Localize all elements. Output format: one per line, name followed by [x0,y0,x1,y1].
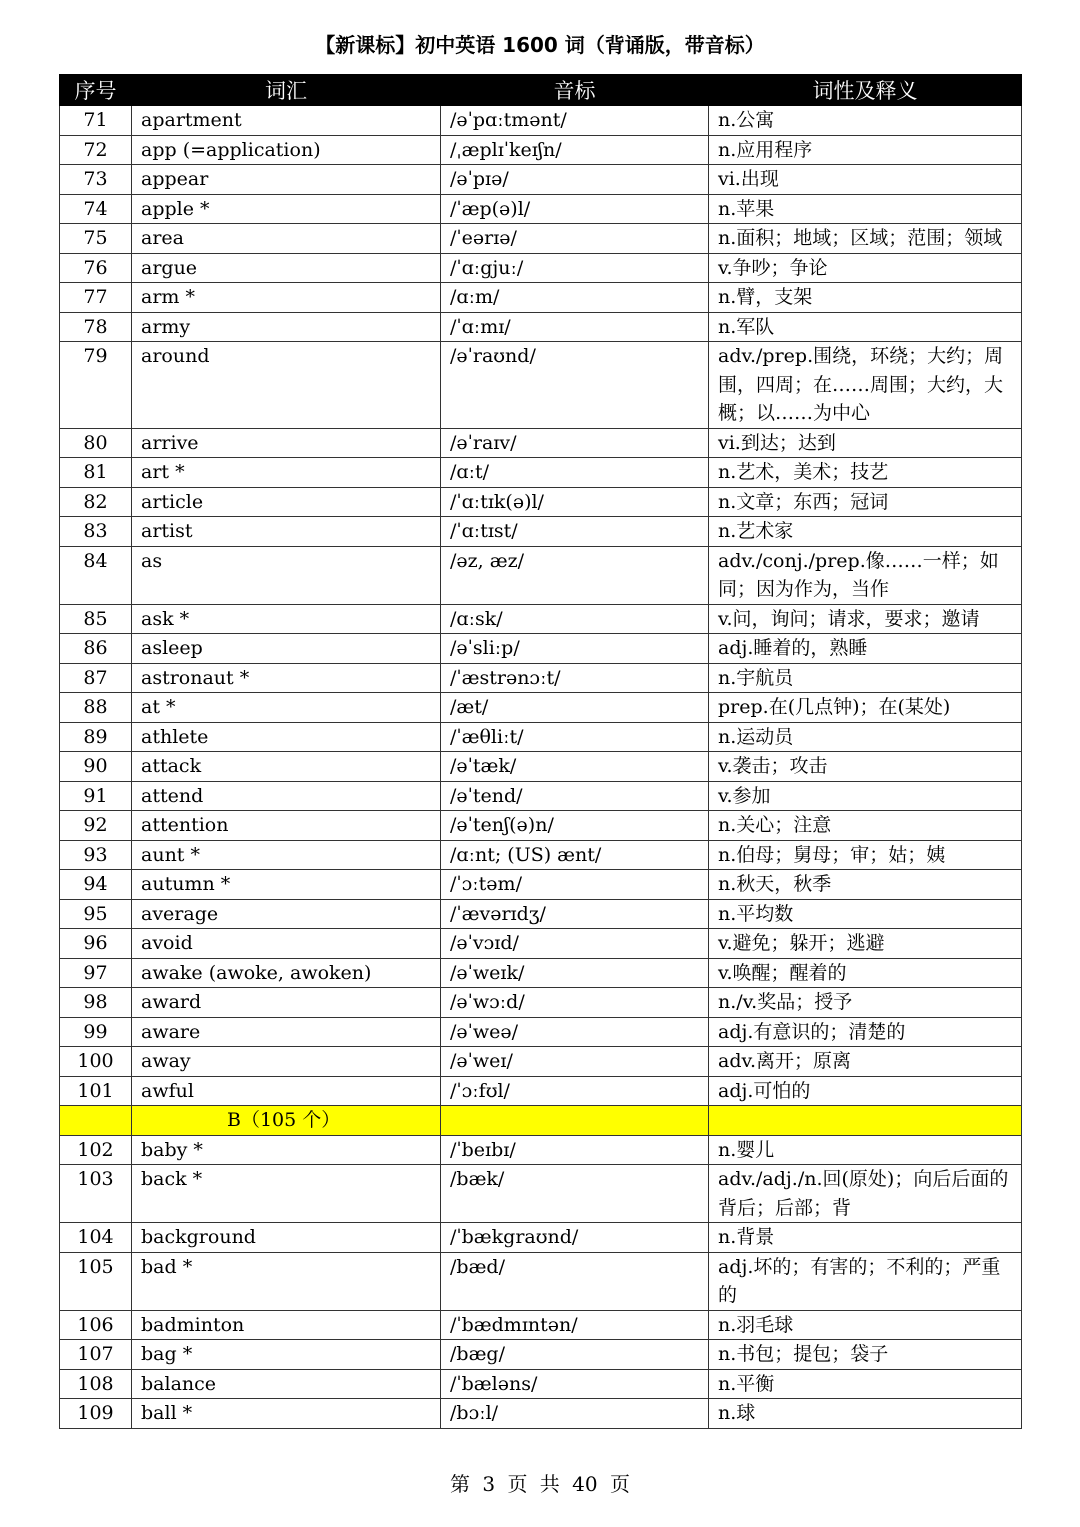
row-meaning: n.文章；东西；冠词 [709,487,1022,517]
row-word: appear [132,165,441,195]
row-phonetic: /ˌæplɪˈkeɪʃn/ [441,135,709,165]
row-meaning: n.公寓 [709,106,1022,136]
row-phonetic: /ˈɑːtɪst/ [441,517,709,547]
header-phonetic: 音标 [441,75,709,106]
row-number: 78 [60,312,132,342]
row-word: apple * [132,194,441,224]
row-phonetic: /ˈɔːfʊl/ [441,1076,709,1106]
row-number: 108 [60,1369,132,1399]
row-word: app (=application) [132,135,441,165]
row-meaning: n.背景 [709,1223,1022,1253]
row-number: 92 [60,811,132,841]
row-phonetic: /ˈɑːtɪk(ə)l/ [441,487,709,517]
row-word: avoid [132,929,441,959]
table-row [60,106,1022,136]
table-row [60,929,1022,959]
table-row [60,342,1022,429]
table-row [60,752,1022,782]
row-number: 80 [60,428,132,458]
table-row [60,428,1022,458]
row-word: art * [132,458,441,488]
row-word: attend [132,781,441,811]
table-row [60,1135,1022,1165]
row-word: badminton [132,1310,441,1340]
row-word: artist [132,517,441,547]
row-word: aware [132,1017,441,1047]
table-row [60,958,1022,988]
row-phonetic: /ˈæθliːt/ [441,722,709,752]
vocabulary-table [59,74,1022,1429]
section-cell-empty [709,1106,1022,1136]
row-meaning: adj.可怕的 [709,1076,1022,1106]
row-number: 101 [60,1076,132,1106]
table-header [60,75,1022,106]
row-word: bad * [132,1252,441,1310]
row-word: as [132,546,441,604]
row-phonetic: /æt/ [441,693,709,723]
row-meaning: n.应用程序 [709,135,1022,165]
table-row [60,1165,1022,1223]
row-word: athlete [132,722,441,752]
row-number: 106 [60,1310,132,1340]
table-row [60,693,1022,723]
table-row [60,1399,1022,1429]
table-row [60,546,1022,604]
table-row [60,253,1022,283]
table-row [60,135,1022,165]
page-footer: 第 3 页 共 40 页 [450,1472,630,1496]
row-phonetic: /əz, æz/ [441,546,709,604]
row-phonetic: /əˈpɑːtmənt/ [441,106,709,136]
row-word: aunt * [132,840,441,870]
row-meaning: n.书包；提包；袋子 [709,1340,1022,1370]
row-number: 100 [60,1047,132,1077]
row-word: away [132,1047,441,1077]
row-meaning: n.宇航员 [709,663,1022,693]
row-phonetic: /ɑːsk/ [441,604,709,634]
row-number: 90 [60,752,132,782]
row-number: 77 [60,283,132,313]
row-meaning: n.苹果 [709,194,1022,224]
row-word: background [132,1223,441,1253]
table-row [60,517,1022,547]
row-meaning: vi.出现 [709,165,1022,195]
row-meaning: n.臂，支架 [709,283,1022,313]
header-row [60,75,1022,106]
row-word: award [132,988,441,1018]
row-meaning: n.面积；地域；区域；范围；领域 [709,224,1022,254]
row-number: 107 [60,1340,132,1370]
row-meaning: n.平均数 [709,899,1022,929]
row-phonetic: /bɔːl/ [441,1399,709,1429]
row-number: 103 [60,1165,132,1223]
row-phonetic: /əˈwɔːd/ [441,988,709,1018]
row-phonetic: /ˈɔːtəm/ [441,870,709,900]
row-phonetic: /ˈbækgraʊnd/ [441,1223,709,1253]
row-number: 85 [60,604,132,634]
row-word: ball * [132,1399,441,1429]
row-number: 93 [60,840,132,870]
row-word: asleep [132,634,441,664]
table-row [60,194,1022,224]
row-phonetic: /ˈbædmɪntən/ [441,1310,709,1340]
row-meaning: n./v.奖品；授予 [709,988,1022,1018]
row-phonetic: /bæk/ [441,1165,709,1223]
table-row [60,1340,1022,1370]
row-word: apartment [132,106,441,136]
row-number: 95 [60,899,132,929]
row-word: area [132,224,441,254]
section-row-b [60,1106,1022,1136]
row-word: around [132,342,441,429]
row-number: 73 [60,165,132,195]
row-number: 94 [60,870,132,900]
row-phonetic: /əˈraʊnd/ [441,342,709,429]
header-word: 词汇 [132,75,441,106]
table-row [60,604,1022,634]
row-number: 91 [60,781,132,811]
row-number: 87 [60,663,132,693]
table-row [60,988,1022,1018]
section-cell-empty [60,1106,132,1136]
row-word: attack [132,752,441,782]
row-meaning: n.军队 [709,312,1022,342]
row-meaning: v.争吵；争论 [709,253,1022,283]
row-phonetic: /bæd/ [441,1252,709,1310]
row-number: 71 [60,106,132,136]
table-row [60,224,1022,254]
row-meaning: vi.到达；达到 [709,428,1022,458]
row-number: 81 [60,458,132,488]
row-number: 74 [60,194,132,224]
table-row [60,1310,1022,1340]
row-phonetic: /ɑːt/ [441,458,709,488]
row-number: 79 [60,342,132,429]
table-row [60,1369,1022,1399]
row-meaning: v.参加 [709,781,1022,811]
row-phonetic: /əˈpɪə/ [441,165,709,195]
table-row [60,840,1022,870]
header-meaning: 词性及释义 [709,75,1022,106]
row-number: 82 [60,487,132,517]
row-word: awful [132,1076,441,1106]
section-cell-empty [441,1106,709,1136]
row-number: 104 [60,1223,132,1253]
row-meaning: n.平衡 [709,1369,1022,1399]
row-phonetic: /əˈweə/ [441,1017,709,1047]
section-label-b: B（105 个） [132,1106,441,1136]
row-phonetic: /əˈweɪ/ [441,1047,709,1077]
table-row [60,1017,1022,1047]
row-meaning: v.袭击；攻击 [709,752,1022,782]
row-number: 75 [60,224,132,254]
row-phonetic: /əˈraɪv/ [441,428,709,458]
row-phonetic: /ˈæstrənɔːt/ [441,663,709,693]
row-phonetic: /əˈtend/ [441,781,709,811]
row-word: baby * [132,1135,441,1165]
table-row [60,1223,1022,1253]
row-meaning: n.运动员 [709,722,1022,752]
row-number: 76 [60,253,132,283]
row-word: bag * [132,1340,441,1370]
row-meaning: adv./adj./n.回(原处)；向后后面的背后；后部；背 [709,1165,1022,1223]
row-word: army [132,312,441,342]
row-phonetic: /əˈtæk/ [441,752,709,782]
row-number: 86 [60,634,132,664]
row-word: ask * [132,604,441,634]
row-number: 105 [60,1252,132,1310]
table-row [60,1047,1022,1077]
row-word: arrive [132,428,441,458]
table-row [60,811,1022,841]
row-meaning: v.唤醒；醒着的 [709,958,1022,988]
table-row [60,1076,1022,1106]
row-meaning: adj.有意识的；清楚的 [709,1017,1022,1047]
row-word: balance [132,1369,441,1399]
row-word: astronaut * [132,663,441,693]
table-section-b [60,1106,1022,1136]
row-meaning: v.问，询问；请求，要求；邀请 [709,604,1022,634]
row-number: 84 [60,546,132,604]
row-phonetic: /ˈɑːmɪ/ [441,312,709,342]
row-meaning: n.伯母；舅母；审；姑；姨 [709,840,1022,870]
table-row [60,283,1022,313]
row-number: 109 [60,1399,132,1429]
row-phonetic: /əˈweɪk/ [441,958,709,988]
table-row [60,634,1022,664]
row-number: 89 [60,722,132,752]
row-phonetic: /əˈtenʃ(ə)n/ [441,811,709,841]
row-meaning: prep.在(几点钟)；在(某处) [709,693,1022,723]
table-body-a [60,106,1022,1106]
row-meaning: n.羽毛球 [709,1310,1022,1340]
row-word: autumn * [132,870,441,900]
row-number: 102 [60,1135,132,1165]
table-row [60,722,1022,752]
row-word: argue [132,253,441,283]
row-meaning: adj.坏的；有害的；不利的；严重的 [709,1252,1022,1310]
row-word: at * [132,693,441,723]
row-meaning: n.关心；注意 [709,811,1022,841]
row-number: 98 [60,988,132,1018]
table-row [60,312,1022,342]
table-row [60,899,1022,929]
row-number: 99 [60,1017,132,1047]
row-meaning: v.避免；躲开；逃避 [709,929,1022,959]
row-phonetic: /ˈævərɪdʒ/ [441,899,709,929]
row-meaning: adv.离开；原离 [709,1047,1022,1077]
row-phonetic: /ɑːm/ [441,283,709,313]
row-phonetic: /ˈɑːgjuː/ [441,253,709,283]
row-phonetic: /ˈbeɪbɪ/ [441,1135,709,1165]
row-number: 97 [60,958,132,988]
row-phonetic: /ɑːnt; (US) ænt/ [441,840,709,870]
table-row [60,781,1022,811]
row-number: 72 [60,135,132,165]
row-number: 88 [60,693,132,723]
row-word: back * [132,1165,441,1223]
row-word: average [132,899,441,929]
table-body-b [60,1135,1022,1428]
row-phonetic: /ˈæp(ə)l/ [441,194,709,224]
row-word: awake (awoke, awoken) [132,958,441,988]
row-meaning: n.艺术家 [709,517,1022,547]
row-meaning: n.球 [709,1399,1022,1429]
row-number: 83 [60,517,132,547]
row-phonetic: /ˈbæləns/ [441,1369,709,1399]
header-number: 序号 [60,75,132,106]
row-number: 96 [60,929,132,959]
row-meaning: n.秋天，秋季 [709,870,1022,900]
table-row [60,1252,1022,1310]
table-row [60,165,1022,195]
row-meaning: adv./conj./prep.像……一样；如同；因为作为，当作 [709,546,1022,604]
row-phonetic: /bæg/ [441,1340,709,1370]
page-title: 【新课标】初中英语 1600 词（背诵版，带音标） [315,33,765,57]
row-phonetic: /əˈvɔɪd/ [441,929,709,959]
row-meaning: adv./prep.围绕，环绕；大约；周围，四周；在……周围；大约，大概；以……为中心 [709,342,1022,429]
row-meaning: n.婴儿 [709,1135,1022,1165]
table-row [60,663,1022,693]
table-row [60,458,1022,488]
row-word: arm * [132,283,441,313]
table-row [60,870,1022,900]
row-phonetic: /ˈeərɪə/ [441,224,709,254]
row-meaning: adj.睡着的，熟睡 [709,634,1022,664]
row-word: article [132,487,441,517]
row-meaning: n.艺术，美术；技艺 [709,458,1022,488]
row-phonetic: /əˈsliːp/ [441,634,709,664]
row-word: attention [132,811,441,841]
table-row [60,487,1022,517]
